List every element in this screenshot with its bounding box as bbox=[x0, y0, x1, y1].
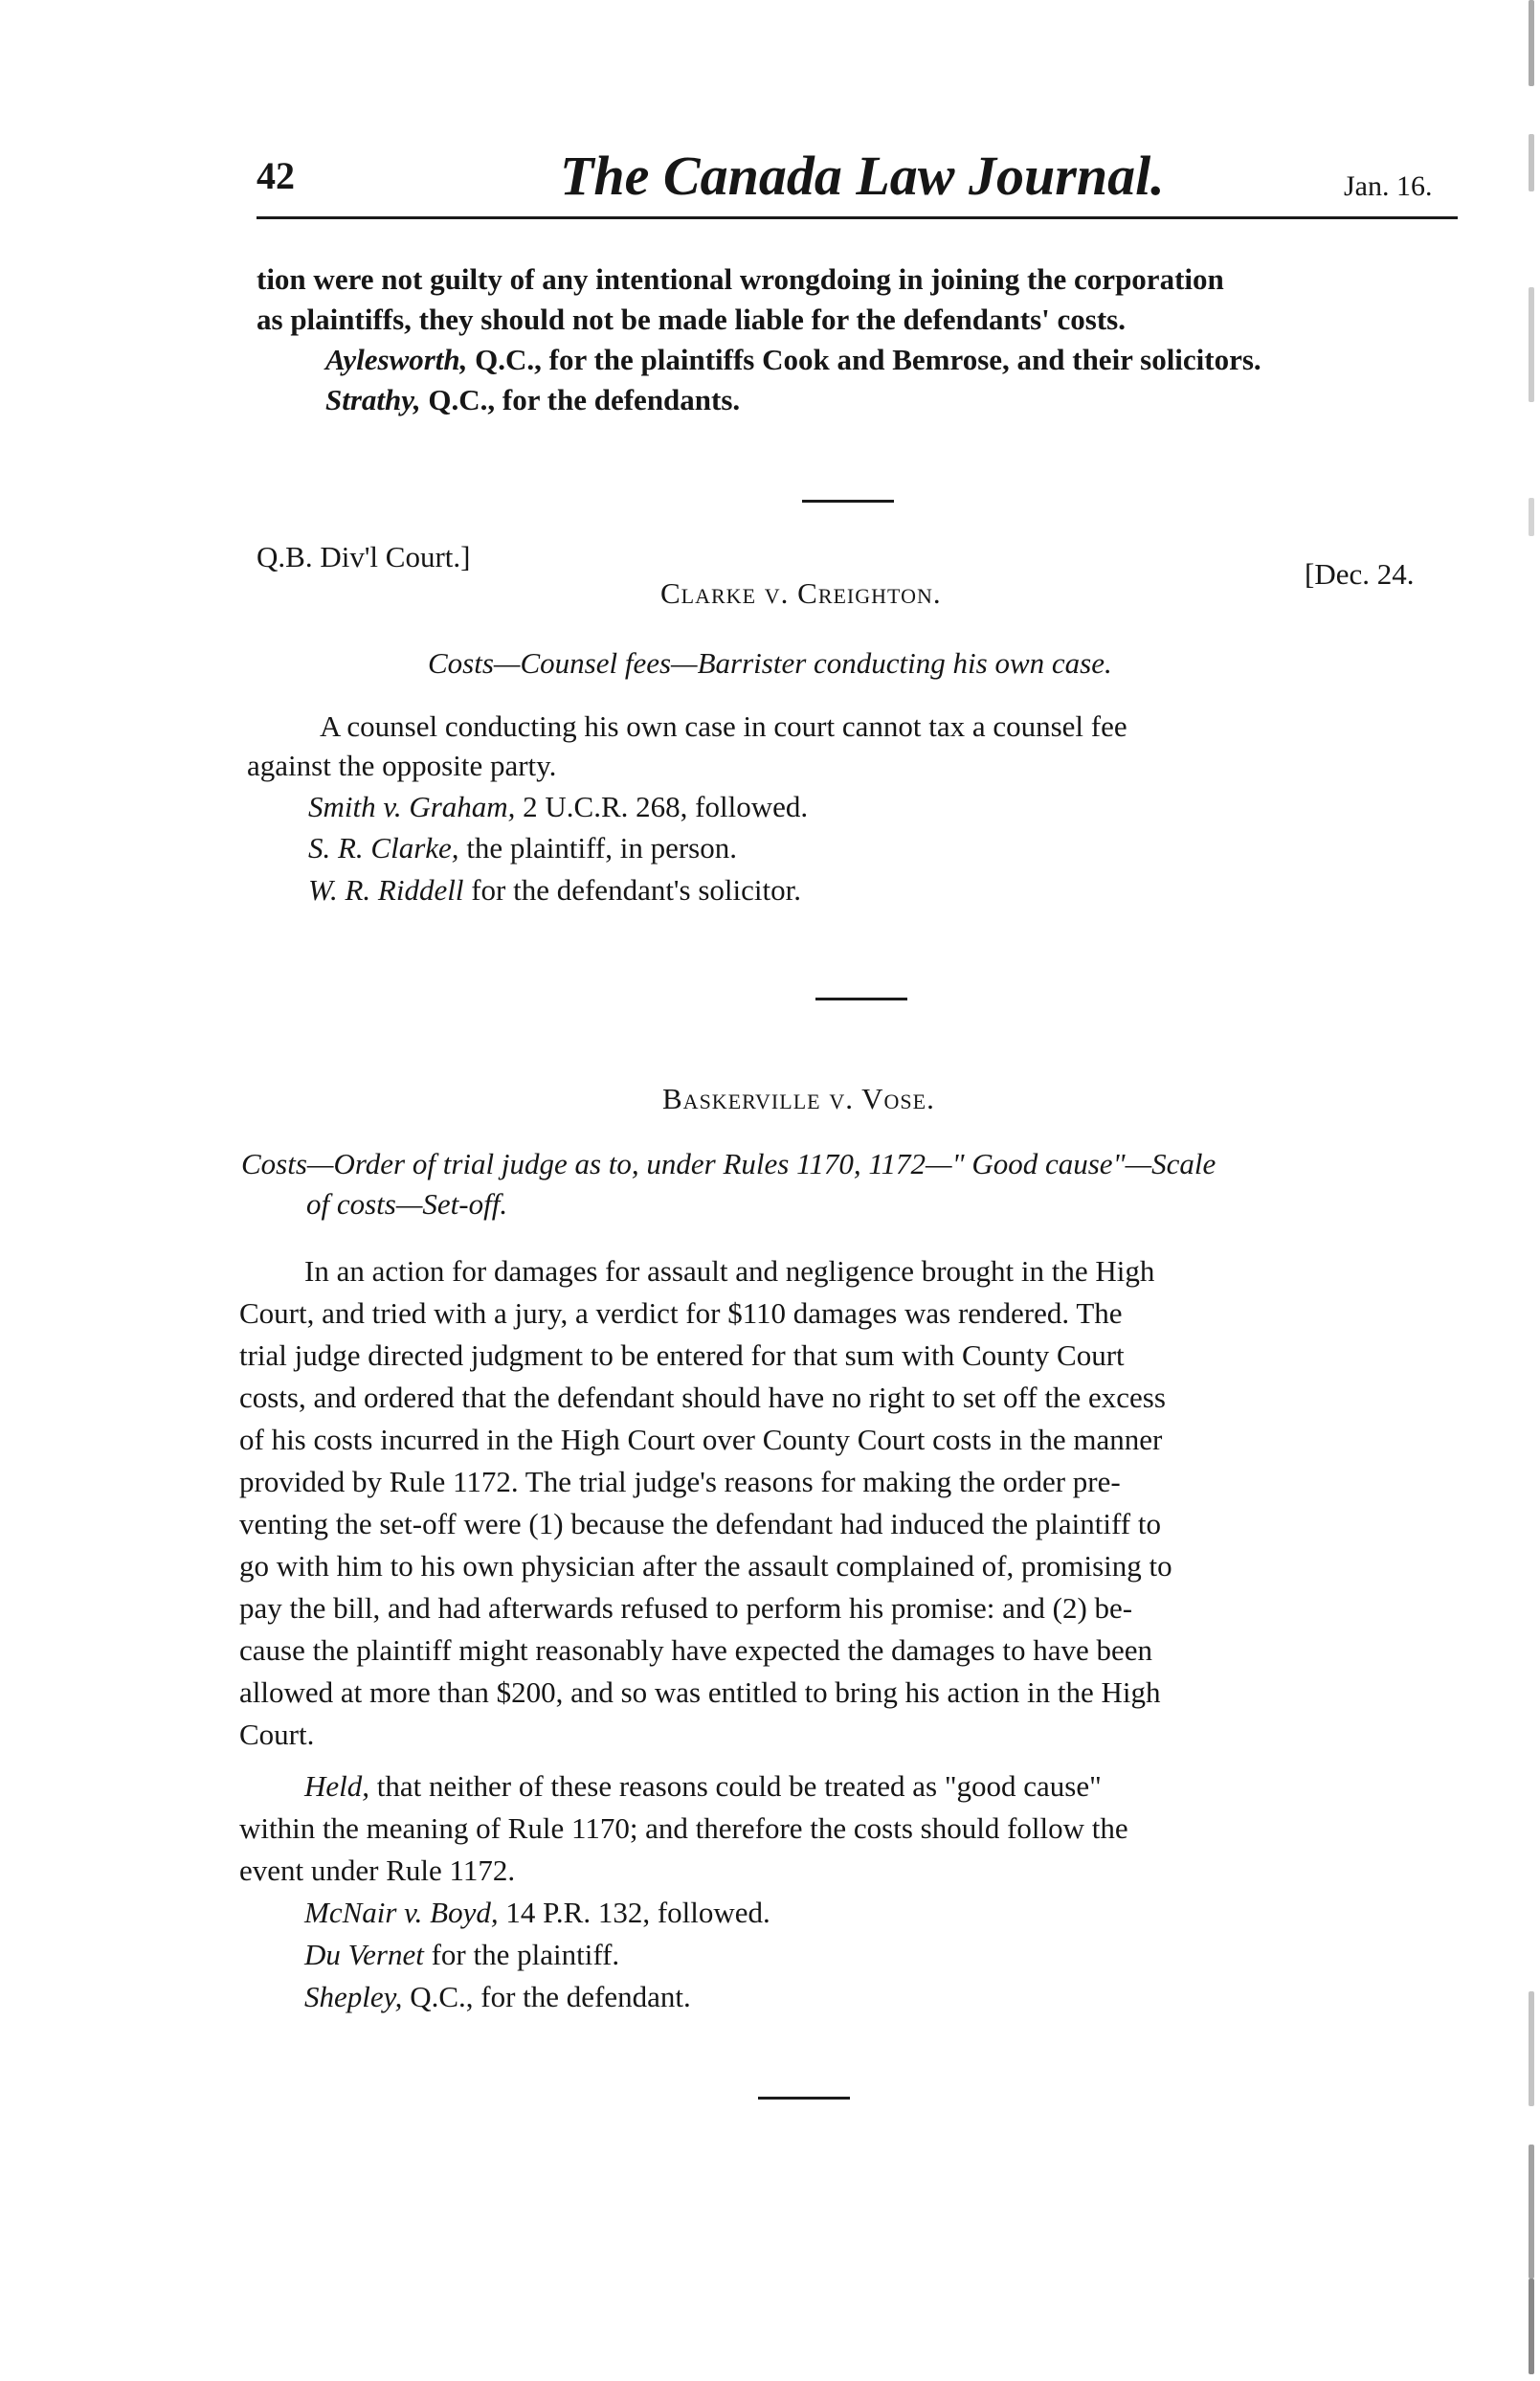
case2-body-line-6: provided by Rule 1172. The trial judge's reasons for making the order pre- bbox=[239, 1465, 1121, 1498]
counsel-text: the plaintiff, in person. bbox=[458, 831, 737, 865]
journal-title: The Canada Law Journal. bbox=[560, 145, 1165, 207]
case2-held-line-1 bbox=[304, 1767, 1102, 1806]
case2-body-line-9: pay the bill, and had afterwards refused to perform his promise: and (2) be- bbox=[239, 1591, 1133, 1625]
scan-edge-marks bbox=[1511, 0, 1540, 2381]
case2-body-line-10: cause the plaintiff might reasonably have expected the damages to have been bbox=[239, 1633, 1153, 1667]
counsel-name: Shepley, bbox=[304, 1980, 403, 2013]
counsel-name: Strathy, bbox=[325, 383, 421, 416]
case1-citation bbox=[308, 788, 808, 826]
case1-counsel-2 bbox=[308, 871, 801, 910]
continuation-counsel-2 bbox=[325, 381, 740, 419]
continuation-line-2: as plaintiffs, they should not be made liable for the defendants' costs. bbox=[257, 303, 1126, 336]
held-text: that neither of these reasons could be treated as "good cause" bbox=[369, 1769, 1102, 1803]
continuation-counsel-1 bbox=[325, 341, 1261, 379]
case2-body-line-1: In an action for damages for assault and negligence brought in the High bbox=[304, 1254, 1155, 1288]
counsel-text: Q.C., for the defendant. bbox=[402, 1980, 691, 2013]
case2-body-line-3: trial judge directed judgment to be entered for that sum with County Court bbox=[239, 1338, 1125, 1372]
case2-headnote-line-1: Costs—Order of trial judge as to, under Rules 1170, 1172—" Good cause"—Scale bbox=[241, 1147, 1216, 1180]
case2-body-line-11: allowed at more than $200, and so was entitled to bring his action in the High bbox=[239, 1675, 1161, 1709]
case2-headnote-line-2: of costs—Set-off. bbox=[306, 1187, 508, 1221]
case1-title: Clarke v. Creighton. bbox=[660, 576, 942, 610]
case2-body-line-12: Court. bbox=[239, 1718, 315, 1751]
case2-held-line-3: event under Rule 1172. bbox=[239, 1853, 516, 1887]
case2-counsel-1 bbox=[304, 1936, 619, 1974]
case2-counsel-2 bbox=[304, 1978, 691, 2016]
case1-counsel-1 bbox=[308, 829, 737, 867]
counsel-name: S. R. Clarke, bbox=[308, 831, 459, 865]
header-date: Jan. 16. bbox=[1344, 170, 1433, 202]
case1-headnote: Costs—Counsel fees—Barrister conducting his own case. bbox=[428, 646, 1112, 680]
section-divider bbox=[802, 500, 894, 503]
counsel-name: W. R. Riddell bbox=[308, 873, 464, 907]
counsel-name: Aylesworth, bbox=[325, 343, 468, 376]
page-number: 42 bbox=[257, 154, 295, 197]
counsel-text: for the plaintiff. bbox=[423, 1938, 620, 1971]
section-divider bbox=[815, 998, 907, 1000]
case1-court: Q.B. Div'l Court.] bbox=[257, 540, 471, 573]
case2-citation bbox=[304, 1894, 770, 1932]
case2-body-line-7: venting the set-off were (1) because the defendant had induced the plaintiff to bbox=[239, 1507, 1161, 1540]
section-divider bbox=[758, 2097, 850, 2100]
case1-body-line-1: A counsel conducting his own case in court cannot tax a counsel fee bbox=[320, 709, 1127, 743]
counsel-name: Du Vernet bbox=[304, 1938, 424, 1971]
counsel-text: for the defendant's solicitor. bbox=[463, 873, 801, 907]
citation-text: 14 P.R. 132, followed. bbox=[498, 1896, 770, 1929]
citation-text: 2 U.C.R. 268, followed. bbox=[515, 790, 809, 823]
continuation-line-1: tion were not guilty of any intentional wrongdoing in joining the corporation bbox=[257, 262, 1224, 296]
case2-body-line-2: Court, and tried with a jury, a verdict for $110 damages was rendered. The bbox=[239, 1296, 1123, 1330]
case1-body-line-2: against the opposite party. bbox=[247, 749, 557, 782]
counsel-text: Q.C., for the defendants. bbox=[420, 383, 741, 416]
case2-body-line-8: go with him to his own physician after the assault complained of, promising to bbox=[239, 1549, 1172, 1583]
citation-name: Smith v. Graham, bbox=[308, 790, 516, 823]
counsel-text: Q.C., for the plaintiffs Cook and Bemrose, and their solicitors. bbox=[467, 343, 1261, 376]
citation-name: McNair v. Boyd, bbox=[304, 1896, 499, 1929]
case2-body-line-4: costs, and ordered that the defendant should have no right to set off the excess bbox=[239, 1381, 1166, 1414]
case2-body-line-5: of his costs incurred in the High Court over County Court costs in the manner bbox=[239, 1423, 1163, 1456]
case1-date: [Dec. 24. bbox=[1305, 557, 1415, 591]
header-rule bbox=[257, 216, 1458, 219]
case2-held-line-2: within the meaning of Rule 1170; and therefore the costs should follow the bbox=[239, 1811, 1128, 1845]
held-word: Held, bbox=[304, 1769, 370, 1803]
case2-title: Baskerville v. Vose. bbox=[662, 1082, 935, 1115]
